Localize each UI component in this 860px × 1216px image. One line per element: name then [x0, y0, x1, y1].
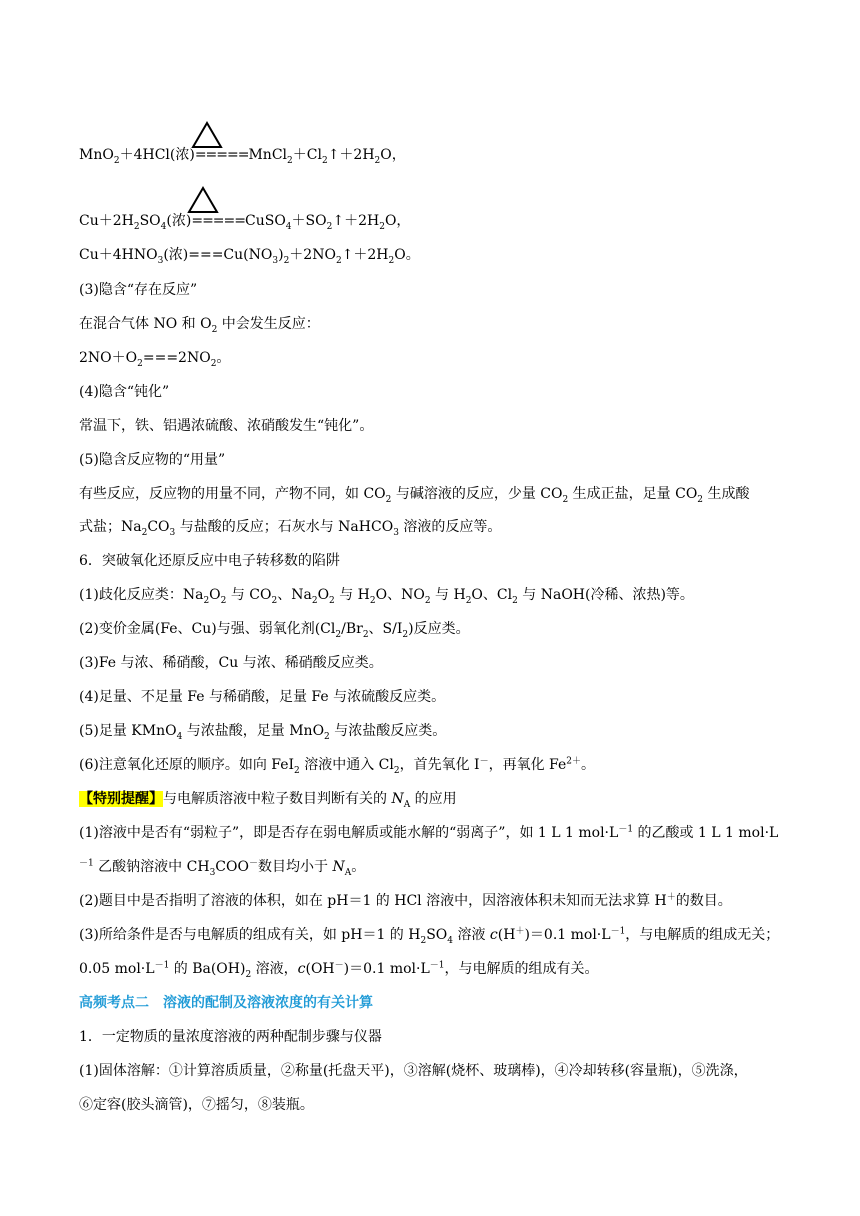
paragraph: 在混合气体 NO 和 $O_2$ 中会发生反应：: [79, 316, 320, 335]
paragraph: (2)变价金属(Fe、Cu)与强、弱氧化剂($Cl_2/Br_2$、$S/I_2$)反应类。: [79, 621, 470, 640]
paragraph: 常温下，铁、铝遇浓硫酸、浓硝酸发生“钝化”。: [79, 418, 374, 434]
paragraph: 有些反应，反应物的用量不同，产物不同，如 $CO_2$ 与碱溶液的反应，少量 $CO_2$ 生成正盐，足量 $CO_2$ 生成酸: [79, 486, 750, 505]
paragraph: (1)歧化反应类：$Na_2O_2$ 与 $CO_2$、$Na_2O_2$ 与 $H_2O$、$NO_2$ 与 $H_2O$、$Cl_2$ 与 NaOH(冷稀、浓热)等。: [79, 587, 694, 606]
heat-triangle-icon: [191, 121, 223, 149]
section-title: 6．突破氧化还原反应中电子转移数的陷阱: [79, 553, 340, 569]
equation-mno2: MnO$_2$＋4HCl(浓)$=====MnCl_2+Cl_2↑+2H_2O$，: [79, 147, 406, 166]
paragraph: (2)题目中是否指明了溶液的体积，如在 pH＝1 的 HCl 溶液中，因溶液体积未知而无法求算 H＋的数目。: [79, 892, 732, 909]
paragraph: (5)隐含反应物的“用量”: [79, 452, 226, 468]
highlight-label: 【特别提醒】: [79, 791, 163, 807]
equation-cu-h2so4: $Cu+2H_2SO_4$(浓)$=====CuSO_4+SO_2↑+2H_2O$，: [79, 213, 411, 232]
section-heading: 高频考点二 溶液的配制及溶液浓度的有关计算: [79, 995, 373, 1011]
equation-no-o2: $2NO+O_2===2NO_2$。: [79, 350, 231, 369]
paragraph: (6)注意氧化还原的顺序。如向 FeI$_2$ 溶液中通入 $Cl_2$，首先氧化 I－，再氧化 $Fe^{2+}$。: [79, 756, 596, 776]
paragraph: (3)Fe 与浓、稀硝酸，Cu 与浓、稀硝酸反应类。: [79, 655, 383, 671]
paragraph: (4)足量、不足量 Fe 与稀硝酸，足量 Fe 与浓硫酸反应类。: [79, 689, 446, 705]
equation-cu-hno3: $Cu+4HNO_3$(浓)$===Cu(NO_3)_2+2NO_2↑+2H_2O$。: [79, 247, 420, 266]
paragraph: 式盐；$Na_2CO_3$ 与盐酸的反应；石灰水与 NaHCO$_3$ 溶液的反应等。: [79, 519, 502, 538]
paragraph: $^{-1}$ 乙酸钠溶液中 $CH_3COO^-$数目均小于 $N_A$。: [79, 858, 366, 878]
paragraph: (3)隐含“存在反应”: [79, 282, 198, 298]
special-reminder: 【特别提醒】与电解质溶液中粒子数目判断有关的 $N_A$ 的应用: [79, 791, 457, 810]
heat-triangle-icon: [187, 186, 219, 214]
section-title: 1．一定物质的量浓度溶液的两种配制步骤与仪器: [79, 1029, 382, 1045]
paragraph: 0.05 $mol\cdot L^{-1}$ 的 $Ba(OH)_2$ 溶液，c(OH－)＝0.1 $mol\cdot L^{-1}$，与电解质的组成有关。: [79, 960, 599, 980]
paragraph: ⑥定容(胶头滴管)，⑦摇匀，⑧装瓶。: [79, 1097, 314, 1113]
paragraph: (1)固体溶解：①计算溶质质量，②称量(托盘天平)，③溶解(烧杯、玻璃棒)，④冷却转移(容量瓶)，⑤洗涤，: [79, 1063, 748, 1079]
paragraph: (1)溶液中是否有“弱粒子”，即是否存在弱电解质或能水解的“弱离子”，如 1 L 1 $mol\cdot L^{-1}$ 的乙酸或 1 L 1 mol·L: [79, 824, 779, 841]
paragraph: (3)所给条件是否与电解质的组成有关，如 pH＝1 的 $H_2SO_4$ 溶液 c(H＋)＝0.1 $mol\cdot L^{-1}$，与电解质的组成无关；: [79, 926, 780, 946]
paragraph: (4)隐含“钝化”: [79, 384, 170, 400]
paragraph: (5)足量 KMnO$_4$ 与浓盐酸，足量 MnO$_2$ 与浓盐酸反应类。: [79, 723, 447, 742]
